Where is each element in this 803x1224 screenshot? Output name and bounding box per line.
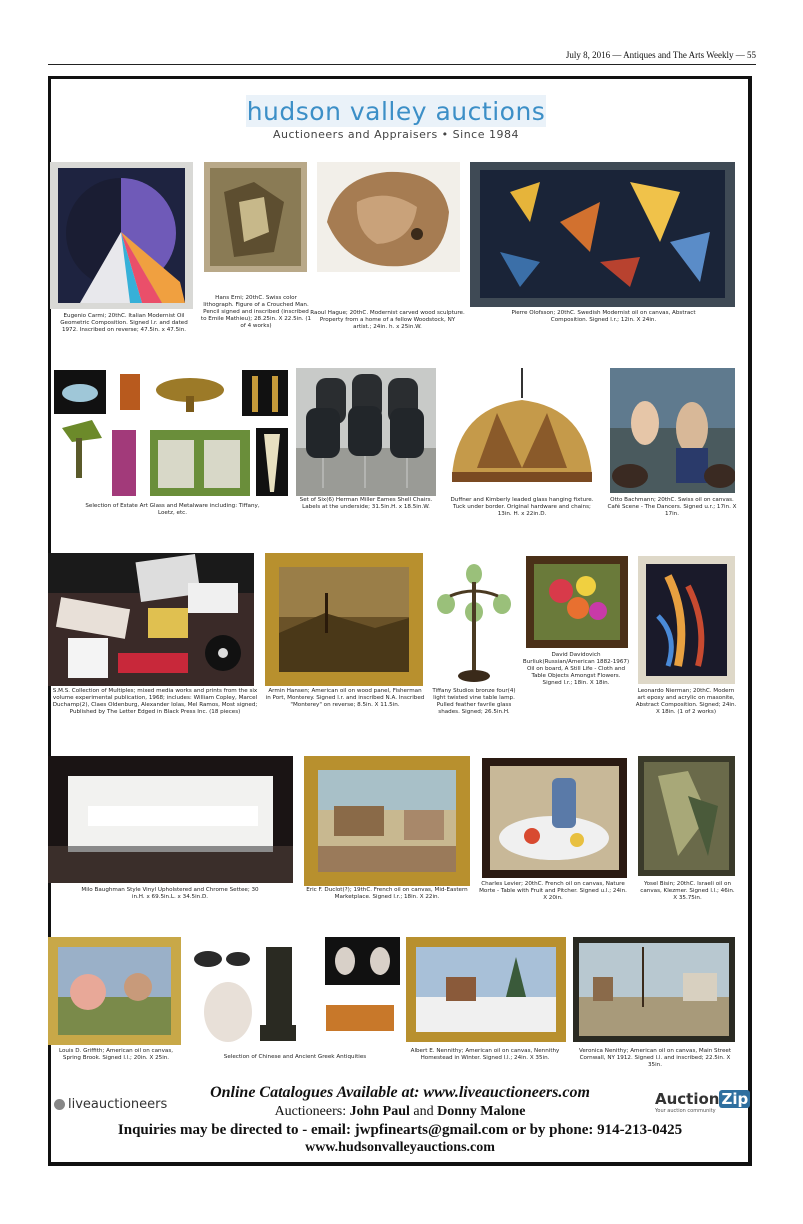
- brand-logo: hudson valley auctions: [246, 96, 546, 126]
- lot-caption: Yosel Bisin; 20thC. Israeli oil on canvas, Klezmer. Signed l.l.; 46in. X 35.75in.: [640, 881, 735, 901]
- and-word: and: [413, 1104, 434, 1119]
- auctioneer-1: John Paul: [349, 1104, 410, 1119]
- lot-caption: Louis D. Griffith; American oil on canvas, Spring Brook. Signed l.l.; 20in. X 25in.: [58, 1048, 174, 1061]
- lot-caption: Veronica Nenithy; American oil on canvas, Main Street Cornwall, NY 1912. Signed l.l. and inscribed; 22.5in. X 35in.: [578, 1048, 732, 1068]
- lot-caption: Duffner and Kimberly leaded glass hanging fixture. Tuck under border. Original hardware and chains; 13in. H. x 22in.D.: [450, 497, 594, 517]
- lot-caption: Tiffany Studios bronze four(4) light twisted vine table lamp. Pulled feather favrile glass shades. Signed; 26.5in.H.: [432, 688, 516, 715]
- brand-tagline: Auctioneers and Appraisers • Since 1984: [273, 128, 519, 141]
- lot-image-carmi: [50, 162, 193, 309]
- online-catalogues: Online Catalogues Available at: www.liveauctioneers.com: [210, 1084, 590, 1101]
- lot-caption: Hans Erni; 20thC. Swiss color lithograph. Figure of a Crouched Man. Pencil signed and inscribed (inscribed to Emile Mathieu); 28.25in. X 22.5in. (1 of 4 works): [200, 295, 312, 329]
- lot-image-nenithy-main-street: [573, 937, 735, 1042]
- lot-caption: S.M.S. Collection of Multiples; mixed media works and prints from the six volume experimental publication, 1968; includes: William Copley, Marcel Duchamp(2), Claes Oldenburg, Alexander Iolas, Mel Ramos, Most signed; Published by The Letter Edged in Black Press Inc. (18 pieces): [52, 688, 258, 715]
- lot-caption: Eugenio Carmi; 20thC. Italian Modernist Oil Geometric Composition. Signed l.r. and dated 1972. Inscribed on reverse; 47.5in. x 47.5in.: [60, 313, 188, 333]
- lot-image-hansen: [265, 553, 423, 686]
- lot-caption: Eric F. Duclot(?); 19thC. French oil on canvas, Mid-Eastern Marketplace. Signed l.r.; 18in. X 22in.: [306, 887, 468, 900]
- lot-image-bisin: [638, 756, 735, 876]
- lot-image-eames-chairs: [296, 368, 436, 496]
- liveauctioneers-text: liveauctioneers: [68, 1097, 168, 1112]
- lot-caption: Charles Levier; 20thC. French oil on canvas, Nature Morte - Table with Fruit and Pitcher. Signed u.l.; 24in. X 20in.: [479, 881, 627, 901]
- lot-image-griffith: [48, 937, 181, 1045]
- auctioneer-2: Donny Malone: [437, 1104, 526, 1119]
- lot-caption: Raoul Hague; 20thC. Modernist carved wood sculpture. Property from a home of a fellow Woodstock, NY artist.; 24in. h. x 25in.W.: [310, 310, 465, 330]
- lot-caption: Leonardo Nierman; 20thC. Modern art epoxy and acrylic on masonite, Abstract Composition. Signed; 24in. X 18in. (1 of 2 works): [635, 688, 737, 715]
- auctioneers-line: [60, 1104, 740, 1120]
- lot-caption: Otto Bachmann; 20thC. Swiss oil on canvas. Café Scene - The Dancers. Signed u.r.; 17in. X 17in.: [607, 497, 737, 517]
- lot-caption: Albert E. Nennithy; American oil on canvas, Nennithy Homestead in Winter. Signed l.l.; 24in. X 35in.: [410, 1048, 560, 1061]
- lot-caption: Selection of Estate Art Glass and Metalware including: Tiffany, Loetz, etc.: [85, 503, 260, 516]
- header-rule: [48, 64, 756, 65]
- lot-image-leaded-fixture: [447, 368, 597, 496]
- lot-image-bachmann: [610, 368, 735, 493]
- lot-caption: Milo Baughman Style Vinyl Upholstered and Chrome Settee; 30 in.H. x 69.5in.L. x 34.5in.D.: [81, 887, 259, 900]
- lot-image-levier: [482, 758, 627, 878]
- lot-image-erni: [204, 162, 307, 272]
- auctionzip-sub: Your auction community: [655, 1108, 716, 1114]
- page-header: July 8, 2016 — Antiques and The Arts Weekly — 55: [565, 50, 756, 60]
- lot-caption: David Davidovich Burliuk(Russian/American 1882-1967) Oil on board, A Still Life - Cloth and Table Objects Amongst Flowers. Signed l.r.; 18in. X 18in.: [522, 652, 630, 686]
- lot-image-hague: [317, 162, 460, 272]
- lot-caption: Selection of Chinese and Ancient Greek Antiquities: [223, 1054, 367, 1060]
- lot-image-art-glass: [52, 368, 290, 498]
- lot-image-burliuk: [526, 556, 628, 648]
- inquiries-line: Inquiries may be directed to - email: jwpfinearts@gmail.com or by phone: 914-213-0425: [117, 1122, 683, 1138]
- lot-image-antiquities: [190, 937, 400, 1047]
- lot-image-olofsson: [470, 162, 735, 307]
- lot-image-tiffany-lamp: [430, 556, 518, 686]
- lot-image-nennithy-homestead: [406, 937, 566, 1042]
- website-link[interactable]: www.hudsonvalleyauctions.com: [305, 1140, 495, 1155]
- lot-image-sms-multiples: [48, 553, 254, 686]
- auctionzip-text-2: Zip: [721, 1090, 749, 1108]
- lot-image-baughman-settee: [48, 756, 293, 883]
- lot-caption: Pierre Olofsson; 20thC. Swedish Modernist oil on canvas, Abstract Composition. Signed l.r.; 12in. X 24in.: [511, 310, 696, 323]
- auctioneers-label: Auctioneers:: [274, 1104, 347, 1119]
- lot-caption: Armin Hansen; American oil on wood panel, Fisherman in Port, Monterey. Signed l.r. and inscribed N.A. Inscribed "Monterey" on reverse; 8.5in. X 11.5in.: [265, 688, 425, 708]
- auctionzip-text-1: Auction: [655, 1090, 720, 1108]
- lot-image-nierman: [638, 556, 735, 684]
- lot-image-duclot: [304, 756, 470, 886]
- lot-caption: Set of Six(6) Herman Miller Eames Shell Chairs. Labels at the underside; 31.5in.H. x 18.5in.W.: [299, 497, 433, 510]
